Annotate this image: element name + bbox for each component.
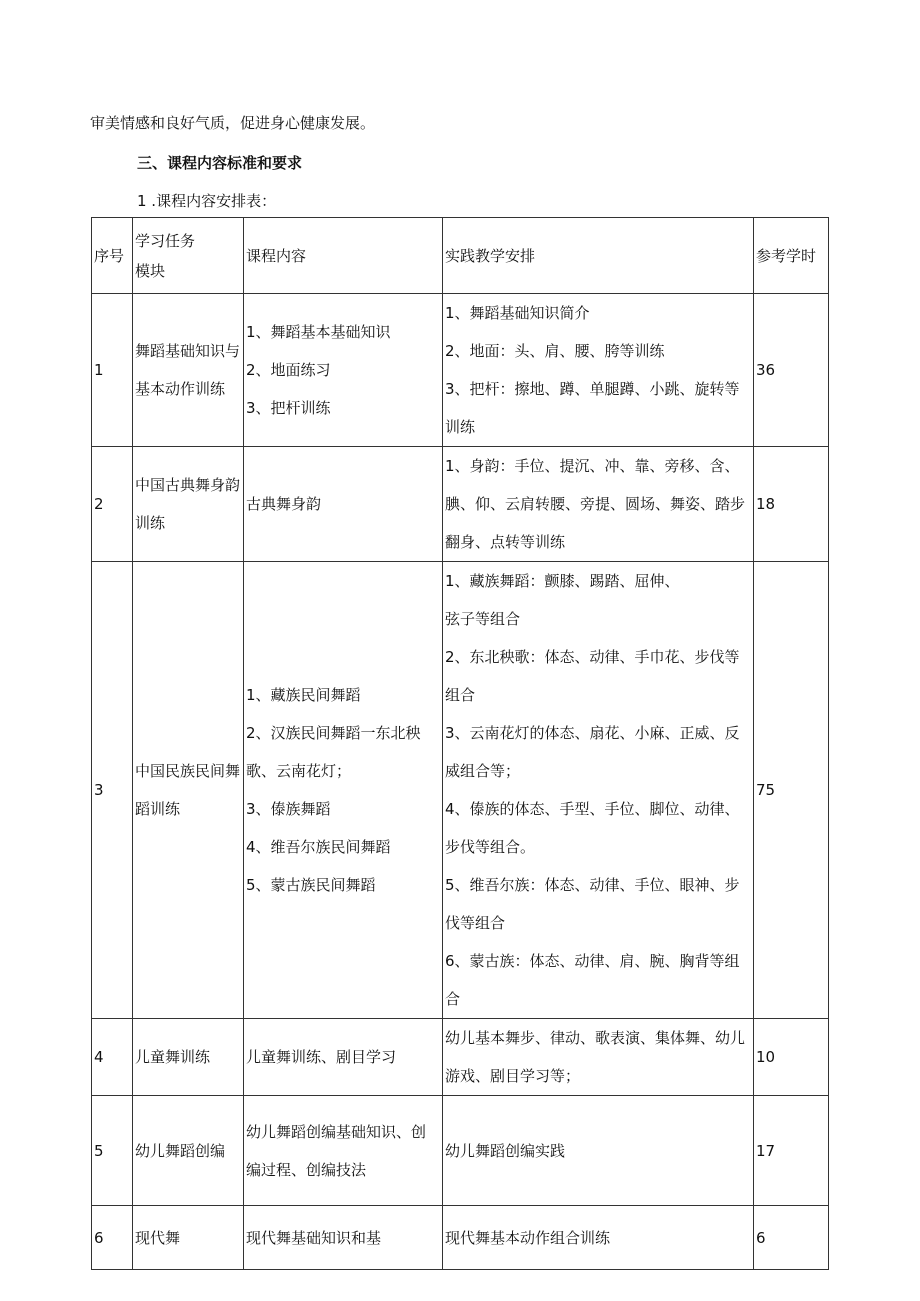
row-content-cell: [244, 294, 443, 447]
row-practice-cell: [443, 562, 754, 1019]
header-module: [133, 218, 244, 294]
practice-line: 3、云南花灯的体态、扇花、小麻、正威、反威组合等；: [445, 724, 740, 780]
row-no-cell: 4: [92, 1019, 133, 1096]
section-heading: 三、课程内容标准和要求: [137, 154, 303, 172]
content-line: 1、舞蹈基本基础知识: [246, 323, 391, 341]
header-content: 课程内容: [244, 218, 443, 294]
content-line: 2、汉族民间舞蹈一东北秧歌、云南花灯；: [246, 724, 421, 780]
row-no-cell: 3: [92, 562, 133, 1019]
content-line: 1、藏族民间舞蹈: [246, 686, 361, 704]
practice-line: 2、地面：头、肩、腰、胯等训练: [445, 342, 665, 360]
practice-line: 幼儿舞蹈创编实践: [445, 1141, 566, 1160]
practice-line: 1、身韵：手位、提沉、冲、靠、旁移、含、腆、仰、云肩转腰、旁提、圆场、舞姿、踏步翻身、点转等训练: [445, 457, 746, 551]
table-row: [92, 562, 829, 1019]
row-module-cell: 儿童舞训练: [133, 1019, 244, 1096]
header-module-line1: 学习任务: [135, 231, 196, 250]
practice-line: 3、把杆：擦地、蹲、单腿蹲、小跳、旋转等训练: [445, 380, 740, 436]
table-caption: 1 .课程内容安排表：: [137, 192, 277, 210]
row-module-cell: 舞蹈基础知识与基本动作训练: [133, 294, 244, 447]
row-practice-cell: [443, 1019, 754, 1096]
table-row: [92, 447, 829, 562]
row-hours-cell: 36: [754, 294, 829, 447]
practice-line: 1、藏族舞蹈：颤膝、踢踏、屈伸、: [445, 572, 680, 590]
intro-text: 审美情感和良好气质，促进身心健康发展。: [90, 114, 376, 132]
row-hours-cell: 17: [754, 1096, 829, 1206]
content-line: 5、蒙古族民间舞蹈: [246, 876, 376, 894]
header-hours: 参考学时: [754, 218, 829, 294]
row-practice-cell: [443, 1096, 754, 1206]
table-row: [92, 1019, 829, 1096]
practice-line: 5、维吾尔族：体态、动律、手位、眼神、步伐等组合: [445, 876, 740, 932]
row-hours-cell: 6: [754, 1206, 829, 1270]
header-practice: 实践教学安排: [443, 218, 754, 294]
practice-line: 幼儿基本舞步、律动、歌表演、集体舞、幼儿游戏、剧目学习等；: [445, 1029, 746, 1085]
row-content-cell: [244, 562, 443, 1019]
row-no-cell: 2: [92, 447, 133, 562]
row-practice-cell: [443, 447, 754, 562]
practice-line: 6、蒙古族：体态、动律、肩、腕、胸背等组合: [445, 952, 740, 1008]
content-line: 2、地面练习: [246, 361, 331, 379]
content-line: 幼儿舞蹈创编基础知识、创编过程、创编技法: [246, 1122, 427, 1179]
row-hours-cell: 10: [754, 1019, 829, 1096]
row-content-cell: [244, 1096, 443, 1206]
practice-line: 现代舞基本动作组合训练: [445, 1228, 611, 1247]
row-content-cell: [244, 447, 443, 562]
row-hours-cell: 75: [754, 562, 829, 1019]
row-hours-cell: 18: [754, 447, 829, 562]
course-content-table: [91, 217, 829, 1270]
practice-line: 2、东北秧歌：体态、动律、手巾花、步伐等组合: [445, 648, 740, 704]
practice-line: 4、傣族的体态、手型、手位、脚位、动律、步伐等组合。: [445, 800, 740, 856]
table-row: [92, 1096, 829, 1206]
row-module-cell: 中国古典舞身韵训练: [133, 447, 244, 562]
practice-line: 1、舞蹈基础知识简介: [445, 304, 590, 322]
row-no-cell: 5: [92, 1096, 133, 1206]
row-no-cell: 1: [92, 294, 133, 447]
row-practice-cell: [443, 1206, 754, 1270]
row-module-cell: 幼儿舞蹈创编: [133, 1096, 244, 1206]
content-line: 儿童舞训练、剧目学习: [246, 1048, 397, 1066]
table-row: [92, 1206, 829, 1270]
table-header-row: [92, 218, 829, 294]
content-line: 4、维吾尔族民间舞蹈: [246, 838, 391, 856]
row-content-cell: [244, 1206, 443, 1270]
table-row: [92, 294, 829, 447]
content-line: 现代舞基础知识和基: [246, 1228, 382, 1247]
row-no-cell: 6: [92, 1206, 133, 1270]
header-no: 序号: [92, 218, 133, 294]
row-content-cell: [244, 1019, 443, 1096]
row-module-cell: 中国民族民间舞蹈训练: [133, 562, 244, 1019]
practice-line: 弦子等组合: [445, 610, 521, 628]
row-module-cell: 现代舞: [133, 1206, 244, 1270]
row-practice-cell: [443, 294, 754, 447]
content-line: 3、把杆训练: [246, 399, 331, 417]
header-module-line2: 模块: [135, 261, 166, 280]
content-line: 3、傣族舞蹈: [246, 800, 331, 818]
content-line: 古典舞身韵: [246, 495, 322, 513]
